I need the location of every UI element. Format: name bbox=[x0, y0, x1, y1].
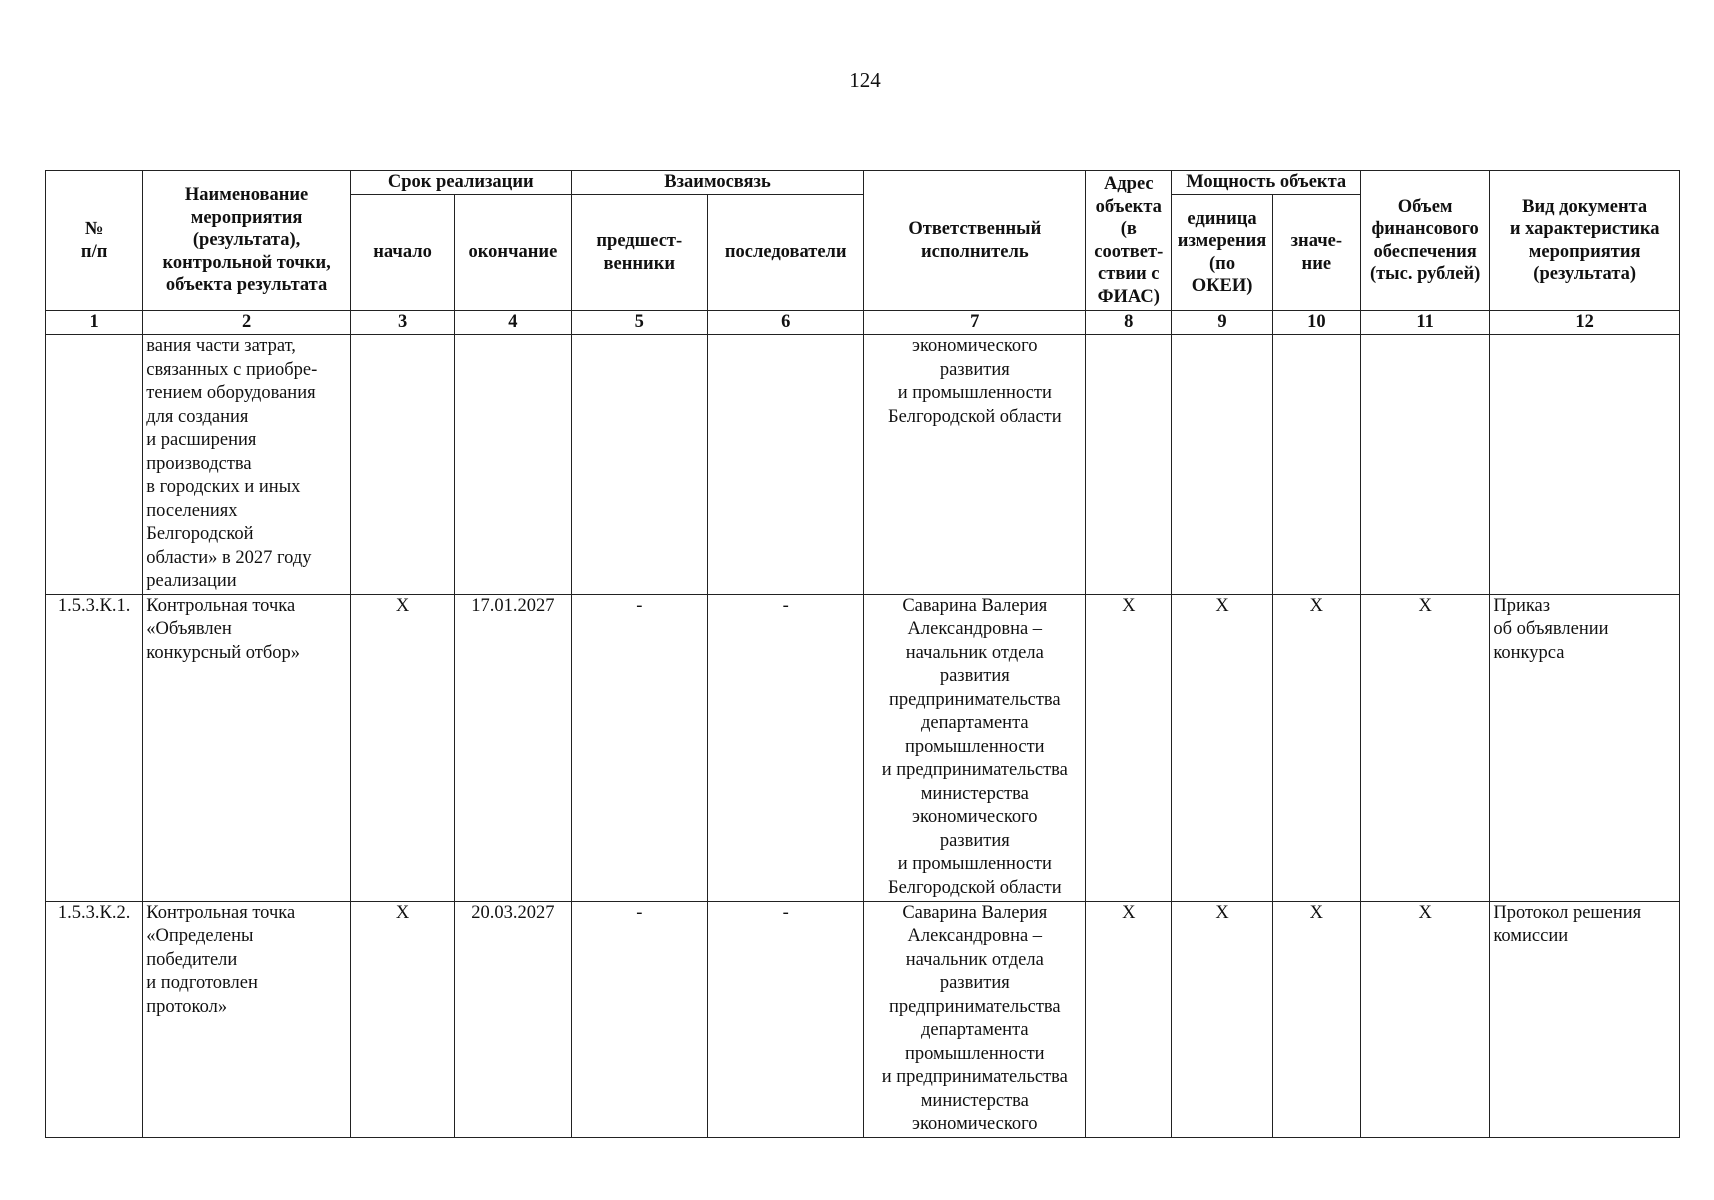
row-start: Х bbox=[350, 594, 454, 901]
row-successors: - bbox=[707, 901, 863, 1137]
table-row bbox=[46, 901, 1680, 1137]
header-link-group: Взаимосвязь bbox=[571, 171, 864, 195]
header-unit: единица измерения (по ОКЕИ) bbox=[1172, 195, 1272, 311]
row-predecessors: - bbox=[571, 901, 707, 1137]
row-unit: Х bbox=[1172, 901, 1272, 1137]
row-address: Х bbox=[1086, 594, 1172, 901]
column-number: 7 bbox=[864, 311, 1086, 335]
row-successors: - bbox=[707, 594, 863, 901]
header-start: начало bbox=[350, 195, 454, 311]
header-value: значе- ние bbox=[1272, 195, 1360, 311]
row-doc-type: Приказ об объявлении конкурса bbox=[1490, 594, 1680, 901]
header-funding: Объем финансового обеспечения (тыс. рублей) bbox=[1360, 171, 1489, 311]
header-doc-type: Вид документа и характеристика мероприятия (результата) bbox=[1490, 171, 1680, 311]
row-address bbox=[1086, 335, 1172, 595]
row-name: Контрольная точка «Определены победители и подготовлен протокол» bbox=[143, 901, 351, 1137]
row-end: 20.03.2027 bbox=[455, 901, 571, 1137]
row-responsible: Саварина Валерия Александровна – начальник отдела развития предпринимательства департамента промышленности и предпринимательства министерства экономического развития и промышленности Белгородской области bbox=[864, 594, 1086, 901]
page-number: 124 bbox=[849, 68, 881, 92]
row-funding: Х bbox=[1360, 901, 1489, 1137]
row-predecessors bbox=[571, 335, 707, 595]
column-number: 6 bbox=[707, 311, 863, 335]
row-funding: Х bbox=[1360, 594, 1489, 901]
header-responsible: Ответственный исполнитель bbox=[864, 171, 1086, 311]
header-predecessors: предшест- венники bbox=[571, 195, 707, 311]
row-unit bbox=[1172, 335, 1272, 595]
header-capacity-group: Мощность объекта bbox=[1172, 171, 1361, 195]
row-start: Х bbox=[350, 901, 454, 1137]
row-value: Х bbox=[1272, 901, 1360, 1137]
column-number: 2 bbox=[143, 311, 351, 335]
row-value bbox=[1272, 335, 1360, 595]
header-num: № п/п bbox=[46, 171, 143, 311]
row-successors bbox=[707, 335, 863, 595]
column-number: 5 bbox=[571, 311, 707, 335]
row-doc-type bbox=[1490, 335, 1680, 595]
row-num bbox=[46, 335, 143, 595]
row-address: Х bbox=[1086, 901, 1172, 1137]
column-number: 1 bbox=[46, 311, 143, 335]
plan-table bbox=[45, 170, 1680, 1138]
column-number-row bbox=[46, 311, 1680, 335]
header-row-top bbox=[46, 171, 1680, 195]
row-value: Х bbox=[1272, 594, 1360, 901]
column-number: 8 bbox=[1086, 311, 1172, 335]
table-row bbox=[46, 594, 1680, 901]
header-term-group: Срок реализации bbox=[350, 171, 571, 195]
row-unit: Х bbox=[1172, 594, 1272, 901]
row-num: 1.5.3.К.2. bbox=[46, 901, 143, 1137]
row-predecessors: - bbox=[571, 594, 707, 901]
column-number: 10 bbox=[1272, 311, 1360, 335]
row-responsible: экономического развития и промышленности Белгородской области bbox=[864, 335, 1086, 595]
header-end: окончание bbox=[455, 195, 571, 311]
column-number: 11 bbox=[1360, 311, 1489, 335]
row-num: 1.5.3.К.1. bbox=[46, 594, 143, 901]
row-name: Контрольная точка «Объявлен конкурсный отбор» bbox=[143, 594, 351, 901]
row-end: 17.01.2027 bbox=[455, 594, 571, 901]
column-number: 3 bbox=[350, 311, 454, 335]
row-name: вания части затрат, связанных с приобре- тением оборудования для создания и расширения производства в городских и иных поселениях Белгородской области» в 2027 году реализации bbox=[143, 335, 351, 595]
row-end bbox=[455, 335, 571, 595]
row-funding bbox=[1360, 335, 1489, 595]
column-number: 12 bbox=[1490, 311, 1680, 335]
header-address: Адрес объекта (в соответ- ствии с ФИАС) bbox=[1086, 171, 1172, 311]
header-name: Наименование мероприятия (результата), контрольной точки, объекта результата bbox=[143, 171, 351, 311]
row-doc-type: Протокол решения комиссии bbox=[1490, 901, 1680, 1137]
table-row bbox=[46, 335, 1680, 595]
row-start bbox=[350, 335, 454, 595]
header-successors: последователи bbox=[707, 195, 863, 311]
row-responsible: Саварина Валерия Александровна – начальник отдела развития предпринимательства департамента промышленности и предпринимательства министерства экономического bbox=[864, 901, 1086, 1137]
column-number: 4 bbox=[455, 311, 571, 335]
column-number: 9 bbox=[1172, 311, 1272, 335]
